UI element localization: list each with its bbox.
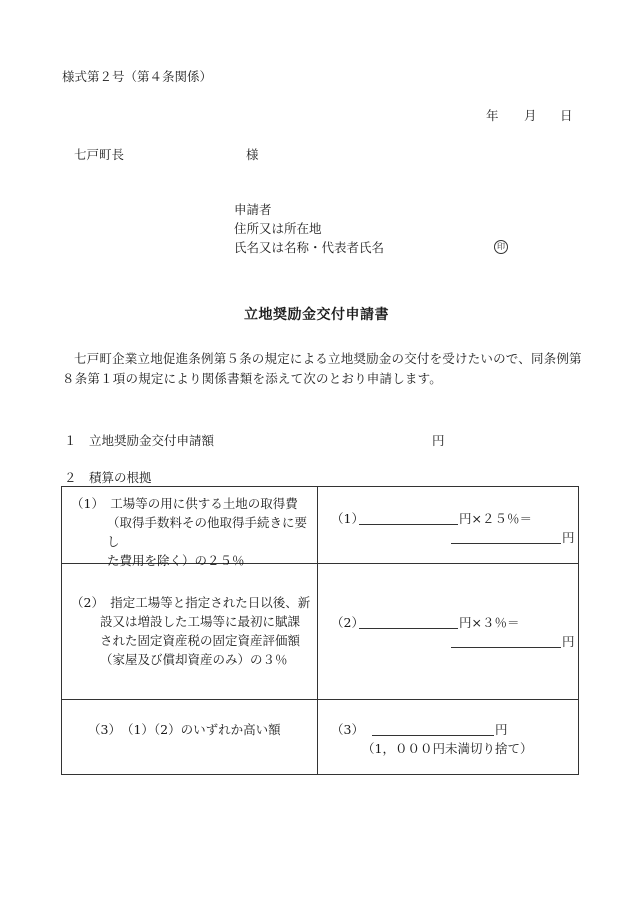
item-2-label: ２ 積算の根拠 [64, 470, 152, 485]
row2-left-line2: 設又は増設した工場等に最初に賦課 [100, 614, 301, 629]
seal-mark: 印 [494, 240, 508, 254]
row2-amount-underline [359, 628, 458, 629]
table-row-divider-2 [62, 699, 578, 700]
item-1-unit: 円 [432, 433, 445, 448]
row3-right-note: （1，０００円未満切り捨て） [362, 741, 533, 756]
row1-right-formula: 円×２５％＝ [459, 511, 532, 526]
row1-result-underline [451, 543, 561, 544]
date-year: 年 [486, 108, 499, 123]
addressee-name: 七戸町長 [74, 147, 125, 162]
row3-right-unit: 円 [495, 722, 508, 737]
row2-left-line1: （2） 指定工場等と指定された日以後、新 [71, 595, 311, 610]
date-month: 月 [524, 108, 537, 123]
row3-left: （3） （1）（2）のいずれか高い額 [88, 722, 281, 737]
calculation-table [61, 486, 579, 775]
row2-right-num: （2） [331, 615, 364, 630]
row2-left [71, 593, 313, 669]
row2-right-formula: 円×３％＝ [459, 615, 520, 630]
row2-right-unit: 円 [562, 634, 575, 649]
row1-left-line1: （1） 工場等の用に供する土地の取得費 [71, 496, 298, 511]
row2-left-line3: された固定資産税の固定資産評価額 [100, 633, 301, 648]
row1-amount-underline [359, 524, 458, 525]
table-column-divider [317, 487, 318, 774]
applicant-label: 申請者 [234, 202, 272, 217]
date-day: 日 [560, 108, 573, 123]
addressee-honorific: 様 [246, 147, 259, 162]
document-title: 立地奨励金交付申請書 [244, 307, 389, 323]
row3-right-num: （3） [331, 722, 364, 737]
body-text: 七戸町企業立地促進条例第５条の規定による立地奨励金の交付を受けたいので、同条例第８条第１項の規定により関係書類を添えて次のとおり申請します。 [62, 351, 582, 386]
row1-right-unit: 円 [562, 530, 575, 545]
row1-left [71, 494, 313, 570]
applicant-address-label: 住所又は所在地 [234, 221, 322, 236]
row1-right-num: （1） [331, 511, 364, 526]
row3-amount-underline [372, 735, 494, 736]
applicant-name-label: 氏名又は名称・代表者氏名 [234, 240, 385, 255]
row1-left-line3: た費用を除く）の２５％ [107, 553, 245, 568]
form-number: 様式第２号（第４条関係） [62, 69, 213, 84]
item-1-label: １ 立地奨励金交付申請額 [64, 433, 215, 448]
row2-result-underline [451, 647, 561, 648]
row1-left-line2: （取得手数料その他取得手続きに要し [107, 515, 308, 549]
row2-left-line4: （家屋及び償却資産のみ）の３％ [100, 652, 288, 667]
